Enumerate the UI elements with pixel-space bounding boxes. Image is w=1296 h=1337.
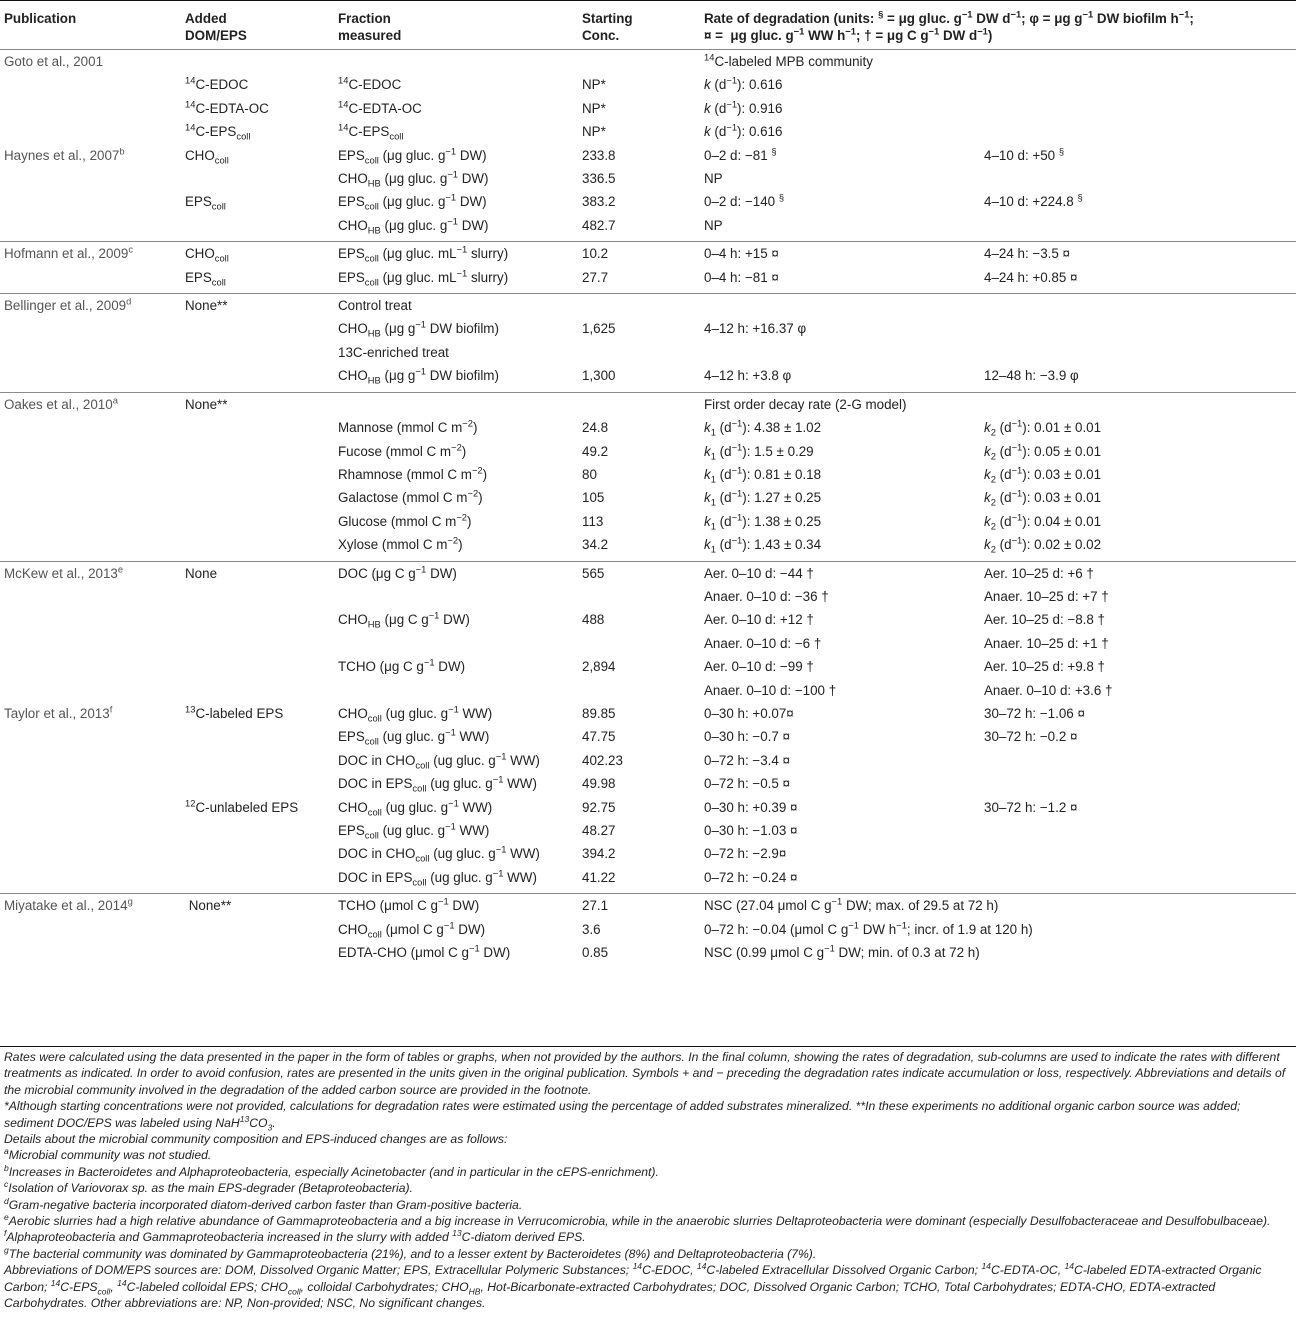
rate-cell-2: $k_2$ $(d^{-1})$: 0.01 ± 0.01 xyxy=(984,418,1102,438)
table-row xyxy=(0,50,1296,74)
rate-cell-2 xyxy=(980,214,1296,242)
table-row xyxy=(0,533,1296,561)
publication-cell xyxy=(0,585,181,608)
table-row xyxy=(0,561,1296,585)
rate-cell: k $(d^{-1})$: 0.916 xyxy=(704,99,783,116)
fraction-cell: $EPS_{coll}$ (μg gluc. $g^{-1}$ DW) xyxy=(338,192,487,213)
starting-conc-cell: 92.75 xyxy=(582,799,616,815)
table-row xyxy=(0,866,1296,894)
publication-cell xyxy=(0,819,181,842)
table-row xyxy=(0,941,1296,964)
table-row xyxy=(0,486,1296,509)
rate-cell: 0–30 h: −0.7 ¤ xyxy=(704,729,790,745)
rate-cell-2 xyxy=(980,120,1296,143)
added-dom-eps-cell xyxy=(181,749,334,772)
added-dom-eps-cell xyxy=(181,918,334,941)
table-row xyxy=(0,585,1296,608)
added-dom-eps-cell xyxy=(181,440,334,463)
rate-cell: $k_1$ $(d^{-1})$: 1.5 ± 0.29 xyxy=(704,442,814,462)
fraction-cell: Mannose (mmol C $m^{-2}$) xyxy=(338,418,478,436)
rate-cell: Anaer. 0–10 d: −100 † xyxy=(704,682,837,698)
added-dom-eps-cell xyxy=(181,317,334,340)
rate-cell: Aer. 0–10 d: +12 † xyxy=(704,612,814,628)
publication-cell xyxy=(0,190,181,213)
rate-cell: 0–2 d: −140 § xyxy=(704,192,785,210)
fraction-cell xyxy=(334,585,578,608)
starting-conc-cell: 482.7 xyxy=(582,217,616,233)
fraction-cell: DOC in $CHO_{coll}$ (ug gluc. $g^{-1}$ WW) xyxy=(338,751,540,771)
publication-cell: McKew et al., 2013e xyxy=(0,561,181,585)
table-row xyxy=(0,725,1296,748)
publication-cell xyxy=(0,655,181,678)
publication-cell xyxy=(0,486,181,509)
rate-cell: 0–72 h: −0.04 (μmol C $g^{-1}$ DW $h^{-1}$; incr. of 1.9 at 120 h) xyxy=(704,920,1033,937)
rate-cell: 0–72 h: −3.4 ¤ xyxy=(704,752,790,768)
added-dom-eps-cell: None xyxy=(181,561,334,585)
rate-cell: 0–30 h: +0.39 ¤ xyxy=(704,799,798,815)
starting-conc-cell: 1,300 xyxy=(582,368,616,384)
fraction-cell: $^{14}$C-EDTA-OC xyxy=(338,99,422,116)
added-dom-eps-cell xyxy=(181,772,334,795)
added-dom-eps-cell xyxy=(181,725,334,748)
rate-cell: $k_1$ $(d^{-1})$: 0.81 ± 0.18 xyxy=(704,465,822,485)
added-dom-eps-cell: $CHO_{coll}$ xyxy=(185,147,229,166)
starting-conc-cell: 402.23 xyxy=(582,752,623,768)
rate-cell xyxy=(700,294,980,318)
fraction-cell: $^{14}$C-EDOC xyxy=(338,75,402,93)
starting-conc-cell xyxy=(578,50,700,74)
footnote: $^b$Increases in Bacteroidetes and Alphaproteobacteria, especially Acinetobacter (and in particular in the cEPS-enrichment). xyxy=(4,1162,659,1179)
footnote: $^a$Microbial community was not studied. xyxy=(4,1146,212,1163)
starting-conc-cell: 48.27 xyxy=(582,823,616,838)
rate-cell-2 xyxy=(980,167,1296,190)
added-dom-eps-cell: $CHO_{coll}$ xyxy=(181,242,334,266)
rate-cell-2: 4–10 d: +50 § xyxy=(984,146,1065,163)
fraction-cell: Fucose (mmol C $m^{-2}$) xyxy=(338,442,467,459)
fraction-cell: TCHO (μmol C $g^{-1}$ DW) xyxy=(334,894,578,918)
added-dom-eps-cell xyxy=(181,655,334,678)
added-dom-eps-cell xyxy=(181,866,334,894)
publication-cell: Goto et al., 2001 xyxy=(0,50,181,74)
rate-cell: NSC (0.99 μmol C $g^{-1}$ DW; min. of 0.3 at 72 h) xyxy=(704,943,980,961)
fraction-cell: $CHO_{coll}$ (ug gluc. $g^{-1}$ WW) xyxy=(338,798,493,818)
publication-cell xyxy=(0,632,181,655)
rate-cell: Anaer. 0–10 d: −36 † xyxy=(704,588,829,604)
starting-conc-cell: 27.7 xyxy=(582,269,609,285)
publication-cell: Bellinger et al., 2009$^d$ xyxy=(0,294,181,318)
publication-cell xyxy=(0,416,181,439)
publication-cell xyxy=(0,73,181,96)
starting-conc-cell xyxy=(578,679,700,702)
added-dom-eps-cell: None** xyxy=(181,894,334,918)
added-dom-eps-cell xyxy=(181,214,334,242)
publication-cell xyxy=(0,608,181,631)
added-dom-eps-cell xyxy=(181,364,334,392)
added-dom-eps-cell xyxy=(181,50,334,74)
rate-cell-2 xyxy=(980,842,1296,865)
added-dom-eps-cell xyxy=(181,679,334,702)
starting-conc-cell: 49.98 xyxy=(582,776,616,792)
rate-cell xyxy=(700,341,980,364)
starting-conc-cell: 27.1 xyxy=(578,894,700,918)
publication-cell xyxy=(0,317,181,340)
publication-cell xyxy=(0,749,181,772)
publication-cell xyxy=(0,842,181,865)
table-row xyxy=(0,655,1296,678)
table-row xyxy=(0,266,1296,294)
added-dom-eps-cell: $^{14}C-EPS_{coll}$ xyxy=(185,122,251,142)
publication-cell xyxy=(0,725,181,748)
rate-cell: 0–72 h: −0.24 ¤ xyxy=(704,869,798,885)
table-row xyxy=(0,608,1296,631)
table-row xyxy=(0,73,1296,96)
rate-cell-2 xyxy=(980,341,1296,364)
rate-cell-2: 30–72 h: −1.2 ¤ xyxy=(984,799,1078,815)
publication-cell xyxy=(0,463,181,486)
rate-cell-2: 12–48 h: −3.9 φ xyxy=(984,368,1079,384)
fraction-cell: Control treat xyxy=(334,294,578,318)
starting-conc-cell: NP* xyxy=(582,124,606,140)
table-row xyxy=(0,144,1296,167)
starting-conc-cell: 394.2 xyxy=(582,846,616,862)
rate-cell: $^{14}$C-labeled MPB community xyxy=(700,50,980,74)
rate-cell: 0–2 d: −81 § xyxy=(704,146,777,163)
rate-cell: First order decay rate (2-G model) xyxy=(700,392,980,416)
rate-cell-2: 4–24 h: −3.5 ¤ xyxy=(980,242,1296,266)
added-dom-eps-cell xyxy=(181,842,334,865)
header-rate-of-degradation: Rate of degradation (units: § = μg gluc. $g^{-1}$ DW $d^{-1}$; φ = μg $g^{-1}$ DW biofilm $h^{-1}$; ¤ = μg gluc. $g^{-1}$ WW $h^{-1}$; † = μg C $g^{-1}$ DW $d^{-1}$) xyxy=(704,9,1194,43)
fraction-cell xyxy=(334,632,578,655)
publication-cell: Miyatake et al., 2014$^g$ xyxy=(0,894,181,918)
rate-cell-2 xyxy=(980,866,1296,894)
rate-cell-2 xyxy=(980,317,1296,340)
rate-cell: Anaer. 0–10 d: −6 † xyxy=(704,635,822,651)
rate-cell: NP xyxy=(704,217,723,233)
publication-cell xyxy=(0,440,181,463)
rate-cell-2: $k_2$ $(d^{-1})$: 0.03 ± 0.01 xyxy=(984,488,1102,508)
rate-cell: 0–30 h: +0.07¤ xyxy=(704,705,794,721)
added-dom-eps-cell xyxy=(181,585,334,608)
publication-cell xyxy=(0,364,181,392)
starting-conc-cell: 24.8 xyxy=(582,420,609,436)
rate-cell: 0–4 h: −81 ¤ xyxy=(704,269,779,285)
starting-conc-cell xyxy=(578,585,700,608)
fraction-cell: $EPS_{coll}$ (ug gluc. $g^{-1}$ WW) xyxy=(338,727,490,748)
table-row xyxy=(0,679,1296,702)
rate-cell-2: 4–24 h: +0.85 ¤ xyxy=(984,269,1078,285)
rate-cell-2 xyxy=(980,772,1296,795)
publication-cell xyxy=(0,533,181,561)
rate-cell-2 xyxy=(980,941,1296,964)
table-row xyxy=(0,242,1296,266)
added-dom-eps-cell xyxy=(181,463,334,486)
starting-conc-cell: 488 xyxy=(582,612,605,628)
rate-cell-2 xyxy=(980,749,1296,772)
rate-cell: $k_1$ $(d^{-1})$: 1.27 ± 0.25 xyxy=(704,488,822,508)
table-row xyxy=(0,772,1296,795)
table-row xyxy=(0,510,1296,533)
rate-cell-2: Anaer. 0–10 d: +3.6 † xyxy=(984,682,1113,698)
rate-cell: $k_1$ $(d^{-1})$: 4.38 ± 1.02 xyxy=(704,418,822,438)
fraction-cell: 13C-enriched treat xyxy=(338,344,449,360)
rate-cell: NP xyxy=(704,171,723,187)
added-dom-eps-cell: None** xyxy=(181,294,334,318)
table-row xyxy=(0,167,1296,190)
starting-conc-cell: 383.2 xyxy=(582,194,616,210)
rate-cell-2 xyxy=(980,73,1296,96)
starting-conc-cell xyxy=(578,294,700,318)
fraction-cell: DOC in $EPS_{coll}$ (ug gluc. $g^{-1}$ WW) xyxy=(338,774,537,794)
publication-cell xyxy=(0,510,181,533)
publication-cell xyxy=(0,772,181,795)
rate-cell: $k_1$ $(d^{-1})$: 1.38 ± 0.25 xyxy=(704,512,822,532)
table-footnotes xyxy=(4,1049,1292,1312)
table-row xyxy=(0,190,1296,213)
table-row xyxy=(0,416,1296,439)
publication-cell: Haynes et al., 2007$^b$ xyxy=(4,146,125,163)
rate-cell-2 xyxy=(980,97,1296,120)
publication-cell xyxy=(0,266,181,294)
fraction-cell: $CHO_{HB}$ (μg $g^{-1}$ DW biofilm) xyxy=(338,320,499,340)
fraction-cell: Galactose (mmol C $m^{-2}$) xyxy=(338,488,483,506)
table-body xyxy=(0,50,1296,965)
table-bottom-rule xyxy=(0,1046,1296,1047)
starting-conc-cell: 89.85 xyxy=(582,705,616,721)
rate-cell-2: Aer. 10–25 d: −8.8 † xyxy=(984,612,1105,628)
rate-cell: Aer. 0–10 d: −44 † xyxy=(700,561,980,585)
rate-cell: 4–12 h: +16.37 φ xyxy=(704,321,807,337)
footnote: $^d$Gram-negative bacteria incorporated diatom-derived carbon faster than Gram-positive bacteria. xyxy=(4,1195,523,1212)
added-dom-eps-cell xyxy=(181,632,334,655)
fraction-cell xyxy=(334,679,578,702)
starting-conc-cell: 336.5 xyxy=(582,171,616,187)
footnote: $^g$The bacterial community was dominated by Gammaproteobacteria (21%), and to a lesser extent by Bacteroidetes (8%) and Deltaproteobacteria (7%). xyxy=(4,1244,817,1261)
rate-cell-2 xyxy=(980,894,1296,918)
starting-conc-cell: 80 xyxy=(582,466,597,482)
table-row xyxy=(0,796,1296,819)
starting-conc-cell xyxy=(578,341,700,364)
added-dom-eps-cell xyxy=(181,533,334,561)
rate-cell: 0–72 h: −0.5 ¤ xyxy=(704,776,790,792)
starting-conc-cell: 34.2 xyxy=(582,537,609,553)
header-fraction-measured: Fraction measured xyxy=(338,11,402,43)
starting-conc-cell: 0.85 xyxy=(582,945,609,961)
publication-cell: Taylor et al., 2013$^f$ xyxy=(4,704,113,721)
rate-cell-2: $k_2$ $(d^{-1})$: 0.05 ± 0.01 xyxy=(984,442,1102,462)
rate-cell-2: $k_2$ $(d^{-1})$: 0.02 ± 0.02 xyxy=(984,535,1102,555)
rate-cell: Aer. 0–10 d: −99 † xyxy=(704,659,814,675)
rate-cell-2: Aer. 10–25 d: +6 † xyxy=(980,561,1296,585)
rate-cell-2 xyxy=(980,392,1296,416)
footnote: Rates were calculated using the data presented in the paper in the form of tables or graphs, when not provided by the authors. In the final column, showing the rates of degradation, sub-columns are used to indicate the rates with different treatments as indicated. In order to avoid confusion, rates are presented in the units given in the original publication. Symbols + and − preceding the degradation rates indicate accumulation or loss, respectively. Abbreviations and details of the microbial community involved in the degradation of the added carbon source are provided in the footnote. xyxy=(4,1050,1286,1097)
added-dom-eps-cell xyxy=(181,416,334,439)
starting-conc-cell: 113 xyxy=(582,513,604,529)
rate-cell: k $(d^{-1})$: 0.616 xyxy=(704,75,783,93)
rate-cell-2: 4–10 d: +224.8 § xyxy=(984,192,1083,210)
fraction-cell xyxy=(334,50,578,74)
table-row xyxy=(0,918,1296,941)
fraction-cell: Glucose (mmol C $m^{-2}$) xyxy=(338,512,472,529)
publication-cell: Oakes et al., 2010$^a$ xyxy=(0,392,181,416)
publication-cell xyxy=(0,97,181,120)
rate-cell: k $(d^{-1})$: 0.616 xyxy=(704,122,783,140)
rate-cell: 4–12 h: +3.8 φ xyxy=(704,368,792,384)
fraction-cell: $CHO_{HB}$ (μg gluc. $g^{-1}$ DW) xyxy=(338,216,489,236)
starting-conc-cell: 3.6 xyxy=(582,921,601,937)
publication-cell: Hofmann et al., 2009$^c$ xyxy=(0,242,181,266)
added-dom-eps-cell xyxy=(181,819,334,842)
starting-conc-cell: 2,894 xyxy=(582,659,616,675)
added-dom-eps-cell xyxy=(181,510,334,533)
rate-cell-2: 30–72 h: −1.06 ¤ xyxy=(984,705,1085,721)
publication-cell xyxy=(0,214,181,242)
table-header xyxy=(0,1,1296,50)
fraction-cell: $CHO_{HB}$ (μg $g^{-1}$ DW biofilm) xyxy=(338,366,499,386)
footnote: Abbreviations of DOM/EPS sources are: DOM, Dissolved Organic Matter; EPS, Extracellular Polymeric Substances; $^{14}$C-EDOC, $^{14}$C-labeled Extracellular Dissolved Organic Carbon; $^{14}$C-EDTA-OC, $^{14}$C-labeled EDTA-extracted Organic Carbon; $^{14}C-EPS_{coll}$, $^{14}$C-labeled colloidal EPS; $CHO_{coll}$, colloidal Carbohydrates; $CHO_{HB}$, Hot-Bicarbonate-extracted Carbohydrates; DOC, Dissolved Organic Carbon; TCHO, Total Carbohydrates; EDTA-CHO, EDTA-extracted Carbohydrates. Other abbreviations are: NP, Non-provided; NSC, No significant changes. xyxy=(4,1261,1262,1311)
table-row xyxy=(0,842,1296,865)
rate-cell: NSC (27.04 μmol C $g^{-1}$ DW; max. of 29.5 at 72 h) xyxy=(700,894,980,918)
table-row xyxy=(0,120,1296,143)
rate-cell-2 xyxy=(980,294,1296,318)
table-row xyxy=(0,632,1296,655)
starting-conc-cell xyxy=(578,632,700,655)
starting-conc-cell: 49.2 xyxy=(582,443,609,459)
fraction-cell: Rhamnose (mmol C $m^{-2}$) xyxy=(338,465,488,482)
table-row xyxy=(0,97,1296,120)
fraction-cell: TCHO (μg C $g^{-1}$ DW) xyxy=(338,657,466,675)
starting-conc-cell: 41.22 xyxy=(582,869,616,885)
table-row xyxy=(0,364,1296,392)
rate-cell: $k_1$ $(d^{-1})$: 1.43 ± 0.34 xyxy=(704,535,822,555)
publication-cell xyxy=(0,679,181,702)
rate-cell-2: Anaer. 10–25 d: +1 † xyxy=(984,635,1109,651)
rate-cell: 0–4 h: +15 ¤ xyxy=(700,242,980,266)
added-dom-eps-cell: $^{13}$C-labeled EPS xyxy=(185,704,284,721)
starting-conc-cell: 1,625 xyxy=(582,321,616,337)
added-dom-eps-cell: $EPS_{coll}$ xyxy=(185,194,226,213)
starting-conc-cell xyxy=(578,392,700,416)
added-dom-eps-cell: $^{14}$C-EDOC xyxy=(185,75,249,93)
footnote: $^e$Aerobic slurries had a high relative abundance of Gammaproteobacteria and a big increase in Verrucomicrobia, while in the anaerobic slurries Deltaproteobacteria were dominant (especially Desulfobacteraceae and Desulfobulbaceae). xyxy=(4,1212,1271,1229)
publication-cell xyxy=(0,866,181,894)
header-starting-conc: Starting Conc. xyxy=(582,11,633,43)
starting-conc-cell: 47.75 xyxy=(582,729,616,745)
added-dom-eps-cell xyxy=(181,167,334,190)
starting-conc-cell: 233.8 xyxy=(582,147,616,163)
starting-conc-cell: NP* xyxy=(582,77,606,93)
fraction-cell: $^{14}C-EPS_{coll}$ xyxy=(338,122,404,142)
starting-conc-cell: 565 xyxy=(578,561,700,585)
added-dom-eps-cell xyxy=(181,941,334,964)
table-row xyxy=(0,392,1296,416)
added-dom-eps-cell: $^{12}$C-unlabeled EPS xyxy=(185,798,299,815)
publication-cell xyxy=(0,167,181,190)
table-row xyxy=(0,749,1296,772)
publication-cell xyxy=(0,796,181,819)
rate-cell-2: Anaer. 10–25 d: +7 † xyxy=(984,588,1109,604)
fraction-cell: DOC (μg C $g^{-1}$ DW) xyxy=(334,561,578,585)
publication-cell xyxy=(0,941,181,964)
table-row xyxy=(0,294,1296,318)
fraction-cell: $CHO_{HB}$ (μg gluc. $g^{-1}$ DW) xyxy=(338,169,489,189)
rate-cell-2: 30–72 h: −0.2 ¤ xyxy=(984,729,1078,745)
added-dom-eps-cell xyxy=(181,341,334,364)
table-row xyxy=(0,702,1296,725)
header-publication: Publication xyxy=(4,11,77,26)
header-added-dom-eps: Added DOM/EPS xyxy=(185,11,247,43)
fraction-cell: $EPS_{coll}$ (μg gluc. $g^{-1}$ DW) xyxy=(338,146,487,166)
added-dom-eps-cell: None** xyxy=(181,392,334,416)
fraction-cell: DOC in $EPS_{coll}$ (ug gluc. $g^{-1}$ WW) xyxy=(338,868,537,888)
rate-cell-2: Aer. 10–25 d: +9.8 † xyxy=(984,659,1105,675)
added-dom-eps-cell xyxy=(181,486,334,509)
rate-cell-2: $k_2$ $(d^{-1})$: 0.03 ± 0.01 xyxy=(984,465,1102,485)
fraction-cell: $EPS_{coll}$ (ug gluc. $g^{-1}$ WW) xyxy=(338,821,490,841)
footnote: $^c$Isolation of Variovorax sp. as the main EPS-degrader (Betaproteobacteria). xyxy=(4,1179,413,1196)
publication-cell xyxy=(0,120,181,143)
fraction-cell: $CHO_{coll}$ (ug gluc. $g^{-1}$ WW) xyxy=(338,704,493,724)
table-row xyxy=(0,463,1296,486)
rate-cell: 0–30 h: −1.03 ¤ xyxy=(704,823,798,838)
added-dom-eps-cell xyxy=(181,608,334,631)
footnote: *Although starting concentrations were not provided, calculations for degradation rates were estimated using the percentage of added substrates mineralized. **In these experiments no additional organic carbon source was added; sediment DOC/EPS was labeled using $NaH^{13}CO_3$. xyxy=(4,1099,1241,1133)
footnote: Details about the microbial community composition and EPS-induced changes are as follows: xyxy=(4,1132,508,1147)
table-row xyxy=(0,819,1296,842)
rate-cell-2 xyxy=(980,819,1296,842)
fraction-cell: $CHO_{HB}$ (μg C $g^{-1}$ DW) xyxy=(338,610,470,631)
fraction-cell: $CHO_{coll}$ (μmol C $g^{-1}$ DW) xyxy=(338,920,486,940)
starting-conc-cell: 10.2 xyxy=(578,242,700,266)
table-row xyxy=(0,317,1296,340)
fraction-cell: Xylose (mmol C $m^{-2}$) xyxy=(338,535,463,553)
added-dom-eps-cell: $EPS_{coll}$ xyxy=(185,269,226,288)
fraction-cell xyxy=(334,392,578,416)
publication-cell xyxy=(0,918,181,941)
publication-cell xyxy=(0,341,181,364)
rate-cell-2: $k_2$ $(d^{-1})$: 0.04 ± 0.01 xyxy=(984,512,1102,532)
rate-cell: 0–72 h: −2.9¤ xyxy=(704,846,787,862)
table-row xyxy=(0,440,1296,463)
footnote: $^f$Alphaproteobacteria and Gammaproteobacteria increased in the slurry with added $^{13}$C-diatom derived EPS. xyxy=(4,1228,586,1245)
fraction-cell: DOC in $CHO_{coll}$ (ug gluc. $g^{-1}$ WW) xyxy=(338,844,540,865)
fraction-cell: $EPS_{coll}$ (μg gluc. $mL^{-1}$ slurry) xyxy=(338,268,509,288)
table-row xyxy=(0,341,1296,364)
fraction-cell: EDTA-CHO (μmol C $g^{-1}$ DW) xyxy=(338,943,511,961)
starting-conc-cell: NP* xyxy=(582,100,606,116)
table-row xyxy=(0,894,1296,918)
starting-conc-cell: 105 xyxy=(582,490,605,506)
added-dom-eps-cell: $^{14}$C-EDTA-OC xyxy=(185,99,269,116)
table-row xyxy=(0,214,1296,242)
fraction-cell: $EPS_{coll}$ (μg gluc. $mL^{-1}$ slurry) xyxy=(334,242,578,266)
rate-cell-2 xyxy=(980,50,1296,74)
